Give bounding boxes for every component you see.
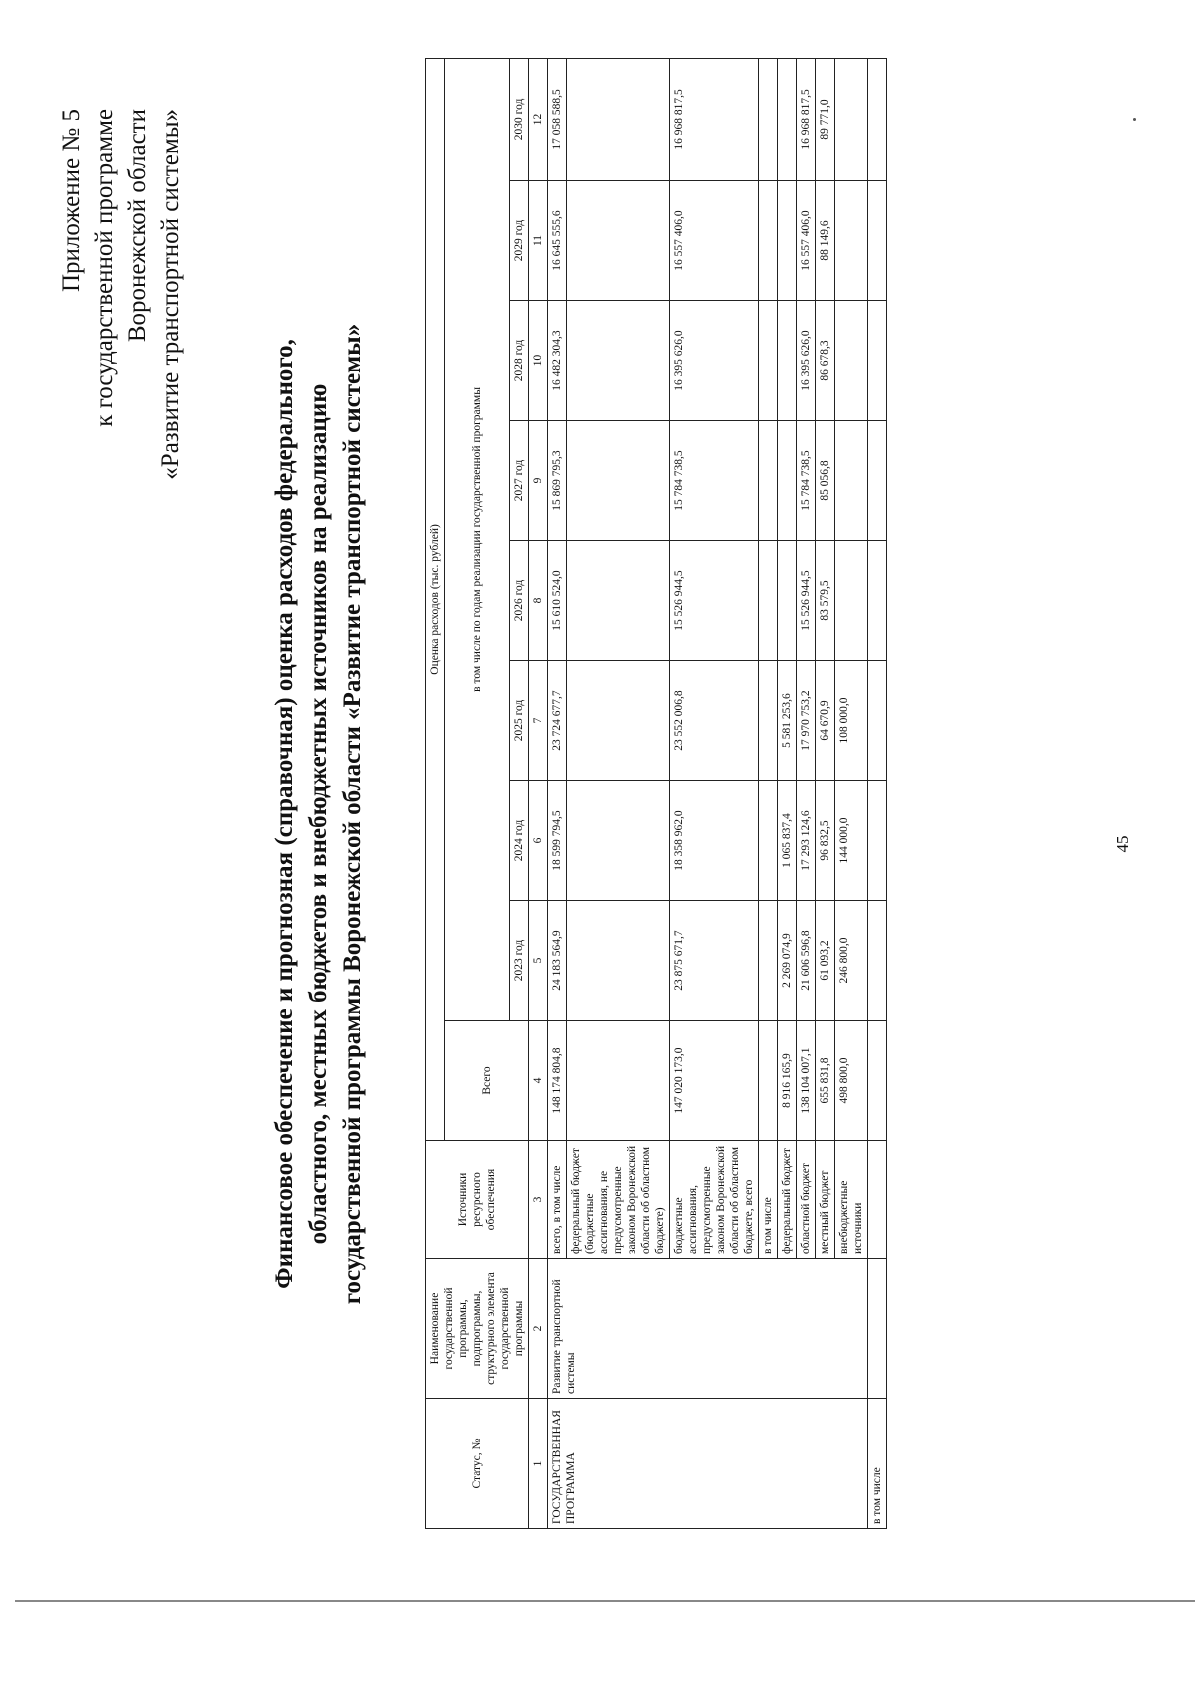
title-line: Финансовое обеспечение и прогнозная (справочная) оценка расходов федерального, [271,339,298,1289]
empty-cell [868,901,887,1021]
value-cell: 246 800,0 [835,901,868,1021]
header-estimate: Оценка расходов (тыс. рублей) [426,58,445,1140]
column-number: 8 [529,541,548,661]
table-row [868,58,887,1528]
column-number: 9 [529,421,548,541]
value-cell: 16 395 626,0 [670,301,759,421]
value-cell: 18 599 794,5 [548,781,567,901]
value-cell: 15 526 944,5 [797,541,816,661]
value-cell: 16 645 555,6 [548,181,567,301]
appendix-line: Приложение № 5 [58,109,85,293]
value-cell: 147 020 173,0 [670,1021,759,1141]
value-cell: 24 183 564,9 [548,901,567,1021]
source-cell: областной бюджет [797,1141,816,1259]
value-cell [567,901,670,1021]
source-cell: бюджетные ассигнования, предусмотренные законом Воронежской области об областном бюджете, всего [670,1141,759,1259]
value-cell [835,58,868,180]
value-cell [759,301,778,421]
value-cell: 2 269 074,9 [778,901,797,1021]
value-cell: 655 831,8 [816,1021,835,1141]
header-year: 2027 год [510,421,529,541]
value-cell: 5 581 253,6 [778,661,797,781]
source-cell: внебюджетные источники [835,1141,868,1259]
column-number: 12 [529,58,548,180]
value-cell: 108 000,0 [835,661,868,781]
value-cell: 8 916 165,9 [778,1021,797,1141]
source-cell: всего, в том числе [548,1141,567,1259]
value-cell [778,58,797,180]
appendix-header [55,109,187,539]
page-number: 45 [1113,835,1132,853]
value-cell: 16 482 304,3 [548,301,567,421]
empty-cell [868,58,887,180]
appendix-line: к государственной программе [91,109,118,427]
value-cell: 15 610 524,0 [548,541,567,661]
value-cell [759,781,778,901]
scan-dot [1133,118,1136,121]
empty-cell [868,661,887,781]
header-year: 2023 год [510,901,529,1021]
value-cell [759,1021,778,1141]
value-cell: 148 174 804,8 [548,1021,567,1141]
value-cell: 1 065 837,4 [778,781,797,901]
source-cell: местный бюджет [816,1141,835,1259]
header-source: Источники ресурсного обеспечения [426,1141,529,1259]
value-cell [567,661,670,781]
header-by-years: в том числе по годам реализации государственной программы [445,58,510,1020]
header-year: 2026 год [510,541,529,661]
value-cell: 23 875 671,7 [670,901,759,1021]
column-number: 4 [529,1021,548,1141]
value-cell: 18 358 962,0 [670,781,759,901]
column-number: 1 [529,1399,548,1529]
column-number: 11 [529,181,548,301]
header-status: Статус, № [426,1399,529,1529]
value-cell: 64 670,9 [816,661,835,781]
empty-cell [868,301,887,421]
value-cell [778,541,797,661]
value-cell: 144 000,0 [835,781,868,901]
value-cell [835,181,868,301]
value-cell [567,181,670,301]
financing-table [425,58,887,1529]
empty-cell [868,1021,887,1141]
value-cell [778,181,797,301]
value-cell: 86 678,3 [816,301,835,421]
program-name-cell: Развитие транспортной системы [548,1259,868,1399]
value-cell [567,301,670,421]
header-name: Наименование государственной программы, подпрограммы, структурного элемента государственной программы [426,1259,529,1399]
header-year: 2025 год [510,661,529,781]
column-number: 6 [529,781,548,901]
value-cell: 96 832,5 [816,781,835,901]
header-year: 2024 год [510,781,529,901]
appendix-line: Воронежской области [124,109,151,343]
column-number: 5 [529,901,548,1021]
value-cell [567,58,670,180]
value-cell: 17 970 753,2 [797,661,816,781]
value-cell [567,541,670,661]
column-number: 2 [529,1259,548,1399]
empty-cell [868,421,887,541]
column-number: 10 [529,301,548,421]
value-cell [835,421,868,541]
value-cell [778,301,797,421]
value-cell [567,1021,670,1141]
header-year: 2029 год [510,181,529,301]
value-cell [759,901,778,1021]
table-row [548,58,567,1528]
value-cell: 17 293 124,6 [797,781,816,901]
value-cell [759,541,778,661]
value-cell [759,421,778,541]
value-cell [759,181,778,301]
value-cell: 15 526 944,5 [670,541,759,661]
value-cell: 16 557 406,0 [797,181,816,301]
value-cell: 138 104 007,1 [797,1021,816,1141]
title-line: областного, местных бюджетов и внебюджетных источников на реализацию [305,383,332,1245]
empty-cell [868,181,887,301]
value-cell: 15 784 738,5 [670,421,759,541]
empty-cell [868,1259,887,1399]
empty-cell [868,781,887,901]
header-total: Всего [445,1021,529,1141]
value-cell: 88 149,6 [816,181,835,301]
value-cell: 23 552 006,8 [670,661,759,781]
scan-edge-line [15,1600,1195,1602]
value-cell: 61 093,2 [816,901,835,1021]
source-cell: федеральный бюджет (бюджетные ассигнования, не предусмотренные законом Воронежской области об областном бюджете) [567,1141,670,1259]
value-cell [759,58,778,180]
column-number: 7 [529,661,548,781]
value-cell [778,421,797,541]
value-cell [567,781,670,901]
value-cell: 16 968 817,5 [670,58,759,180]
column-number: 3 [529,1141,548,1259]
value-cell [835,301,868,421]
source-cell: в том числе [759,1141,778,1259]
value-cell: 85 056,8 [816,421,835,541]
status-cell: ГОСУДАРСТВЕННАЯ ПРОГРАММА [548,1399,868,1529]
value-cell: 21 606 596,8 [797,901,816,1021]
header-year: 2030 год [510,58,529,180]
value-cell: 23 724 677,7 [548,661,567,781]
value-cell [567,421,670,541]
title-line: государственной программы Воронежской области «Развитие транспортной системы» [339,323,366,1305]
empty-cell [868,541,887,661]
value-cell: 15 784 738,5 [797,421,816,541]
value-cell: 498 800,0 [835,1021,868,1141]
value-cell: 16 395 626,0 [797,301,816,421]
document-title [268,239,370,1389]
header-year: 2028 год [510,301,529,421]
source-cell: федеральный бюджет [778,1141,797,1259]
value-cell: 16 968 817,5 [797,58,816,180]
value-cell: 15 869 795,3 [548,421,567,541]
value-cell [835,541,868,661]
value-cell: 17 058 588,5 [548,58,567,180]
appendix-line: «Развитие транспортной системы» [157,109,184,480]
value-cell: 83 579,5 [816,541,835,661]
footer-cell: в том числе [868,1399,887,1529]
empty-cell [868,1141,887,1259]
value-cell: 89 771,0 [816,58,835,180]
value-cell: 16 557 406,0 [670,181,759,301]
value-cell [759,661,778,781]
